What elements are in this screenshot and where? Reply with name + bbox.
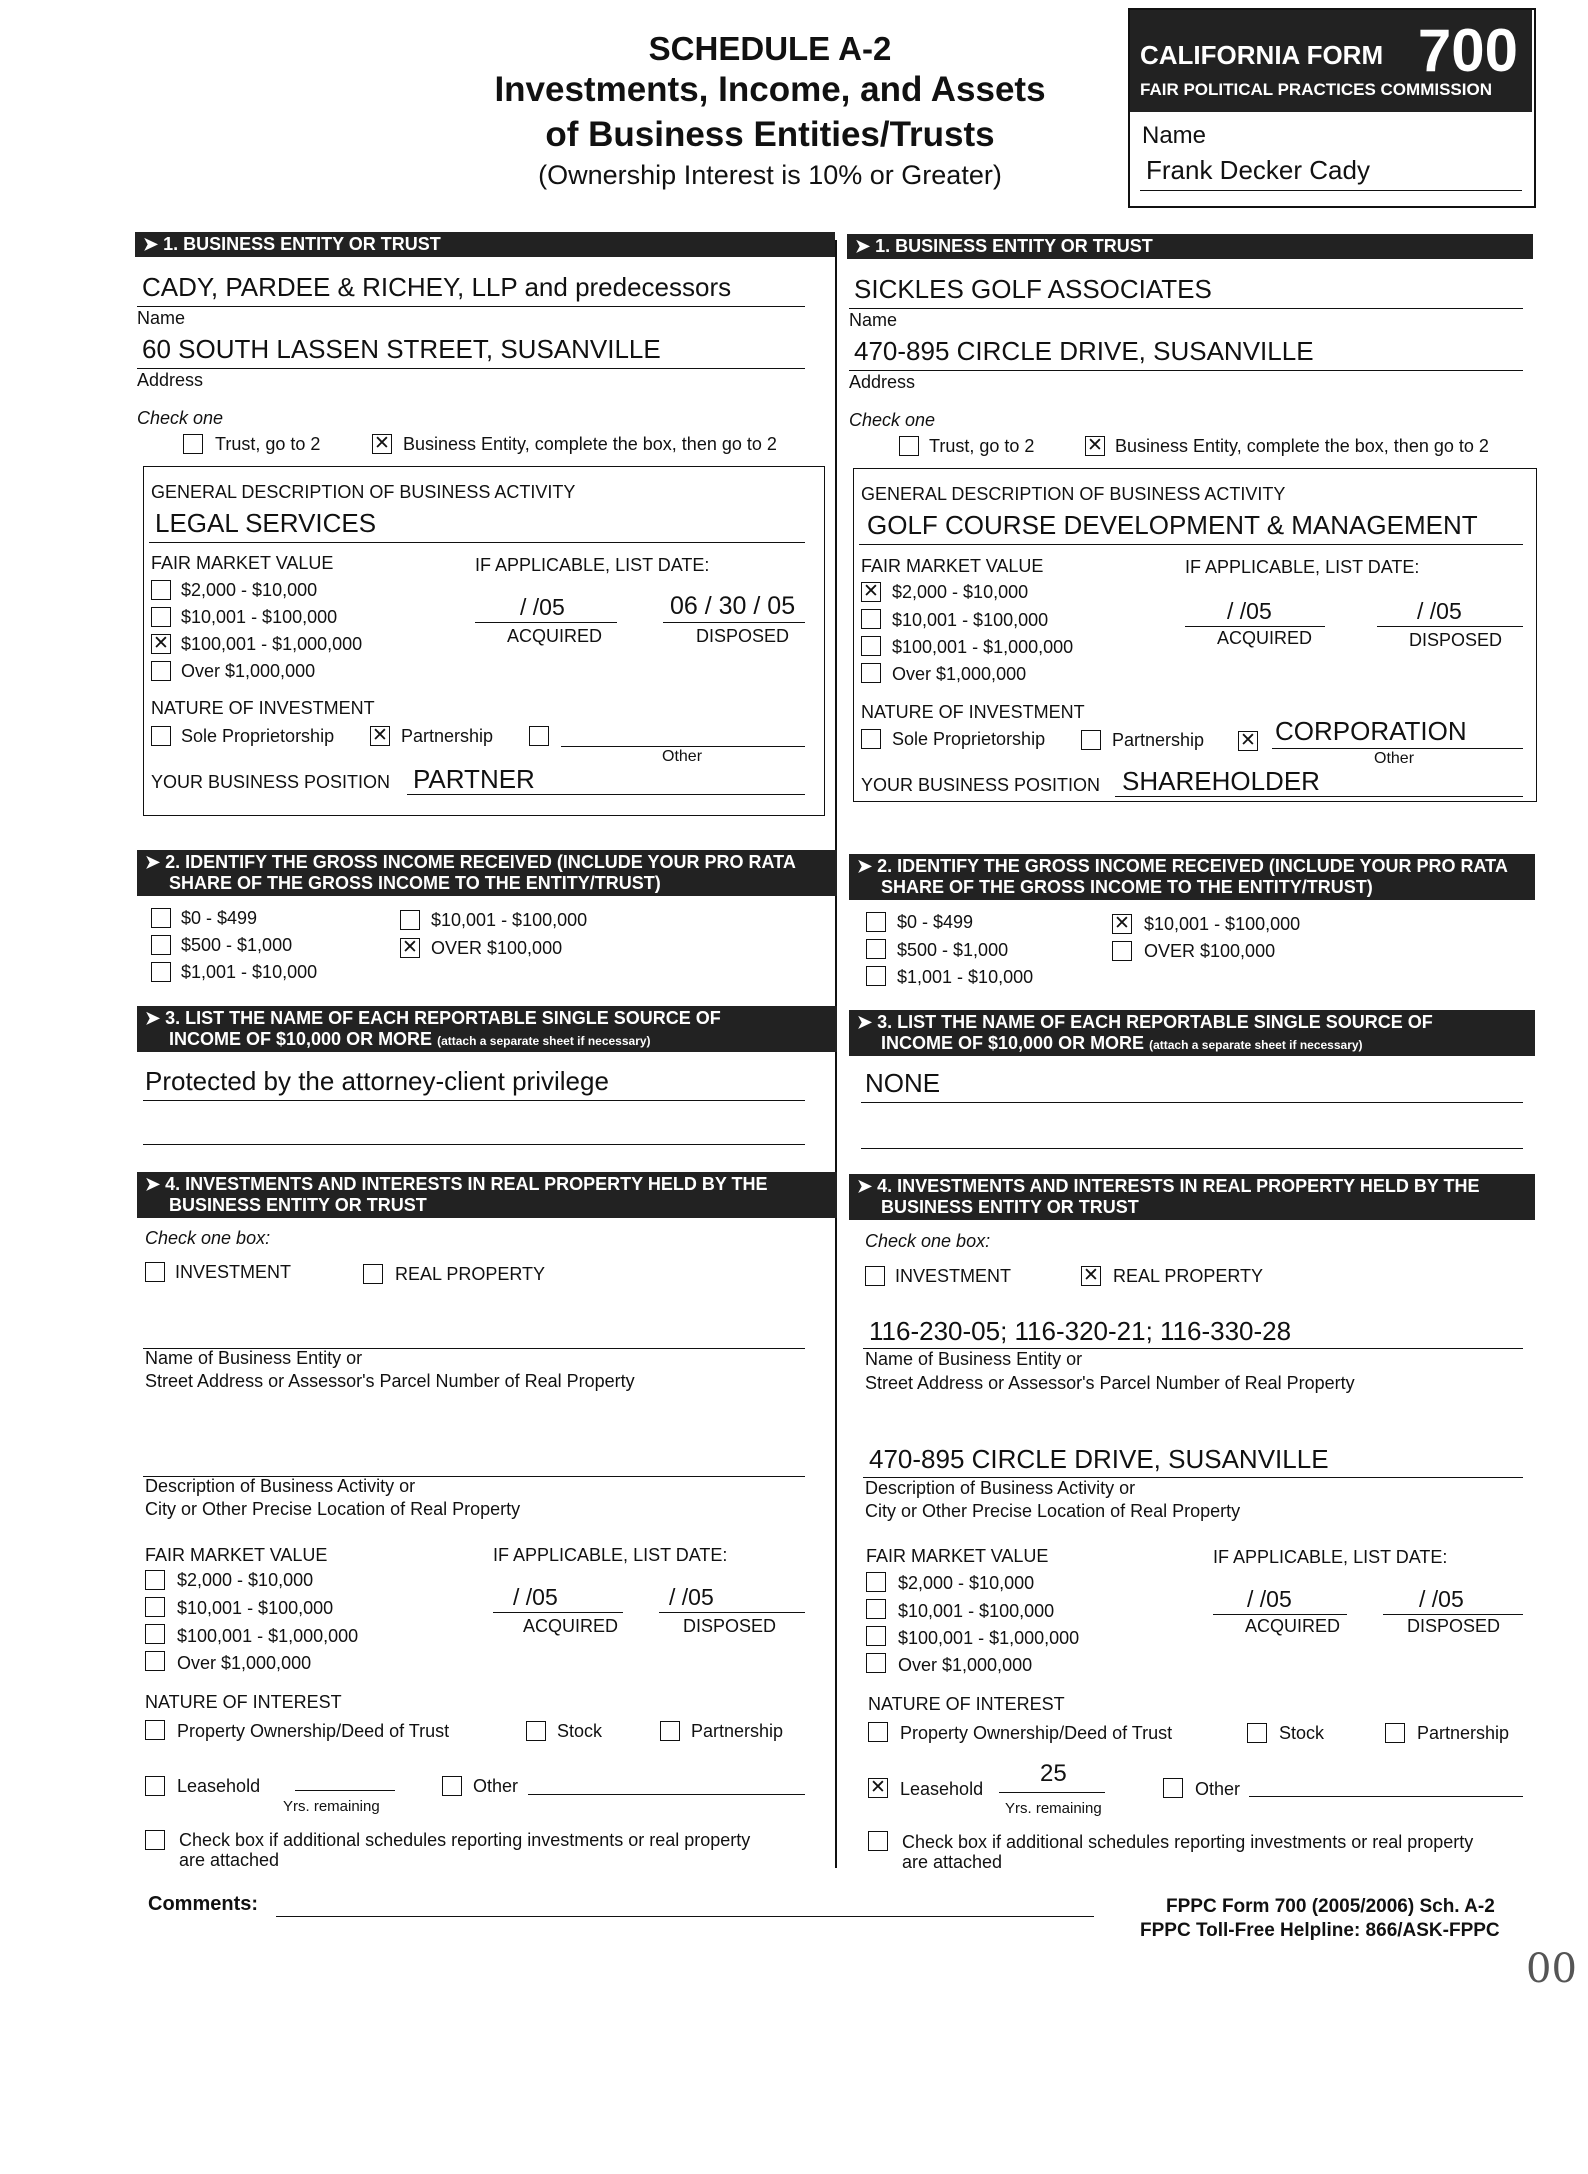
section4-title-a: 4. INVESTMENTS AND INTERESTS IN REAL PROPERTY HELD BY THE	[877, 1176, 1480, 1196]
page-number-mark: 00	[1526, 1946, 1577, 1992]
rp-name-label-2: Street Address or Assessor's Parcel Number of Real Property	[145, 1371, 635, 1391]
right-s4-disposed-underline	[1383, 1614, 1523, 1615]
left-income-over-checkbox[interactable]: ✕	[400, 938, 420, 958]
acquired-label: ACQUIRED	[1217, 628, 1313, 648]
s4-other-label: Other	[473, 1776, 519, 1796]
left-position-field[interactable]: PARTNER	[413, 764, 535, 794]
right-s4-other-underline	[1249, 1796, 1523, 1797]
left-s4-leasehold-checkbox[interactable]	[145, 1776, 165, 1796]
right-s4-other-checkbox[interactable]	[1163, 1778, 1183, 1798]
business-entity-option-label: Business Entity, complete the box, then go to 2	[1115, 436, 1489, 456]
right-s4-stock-checkbox[interactable]	[1247, 1723, 1267, 1743]
right-income-10001-checkbox[interactable]: ✕	[1112, 914, 1132, 934]
right-s4-desc-field[interactable]: 470-895 CIRCLE DRIVE, SUSANVILLE	[869, 1444, 1329, 1474]
right-business-entity-checkbox[interactable]: ✕	[1085, 436, 1105, 456]
right-position-field[interactable]: SHAREHOLDER	[1122, 766, 1320, 796]
right-income-source-underline-2	[861, 1148, 1523, 1149]
right-section3-header: ➤ 3. LIST THE NAME OF EACH REPORTABLE SINGLE SOURCE OF INCOME OF $10,000 OR MORE (attach a separate sheet if necessary)	[849, 1010, 1535, 1056]
left-s4-fmv-10001-checkbox[interactable]	[145, 1597, 165, 1617]
left-income-0-checkbox[interactable]	[151, 908, 171, 928]
s4-other-label: Other	[1195, 1779, 1241, 1799]
nature-investment-label: NATURE OF INVESTMENT	[151, 698, 375, 718]
sole-prop-label: Sole Proprietorship	[892, 729, 1046, 749]
left-acquired-date[interactable]: / /05	[520, 594, 565, 620]
income-option-2: $500 - $1,000	[181, 935, 293, 955]
left-s4-stock-checkbox[interactable]	[526, 1721, 546, 1741]
form-reference: FPPC Form 700 (2005/2006) Sch. A-2	[1166, 1896, 1495, 1917]
right-activity-underline	[859, 544, 1523, 545]
rp-desc-label-1: Description of Business Activity or	[145, 1476, 416, 1496]
name-label: Name	[849, 310, 898, 330]
left-income-1001-checkbox[interactable]	[151, 962, 171, 982]
left-s4-years-underline	[295, 1790, 395, 1791]
left-s4-fmv-over-checkbox[interactable]	[145, 1651, 165, 1671]
section2-title-a: 2. IDENTIFY THE GROSS INCOME RECEIVED (INCLUDE YOUR PRO RATA	[877, 856, 1508, 876]
right-other-underline	[1272, 748, 1523, 749]
left-partnership-checkbox[interactable]: ✕	[370, 726, 390, 746]
right-other-field[interactable]: CORPORATION	[1275, 716, 1467, 746]
right-acquired-date[interactable]: / /05	[1227, 598, 1272, 624]
property-ownership-label: Property Ownership/Deed of Trust	[177, 1721, 450, 1741]
left-s4-other-checkbox[interactable]	[442, 1776, 462, 1796]
right-disposed-underline	[1377, 626, 1523, 627]
gen-desc-label: GENERAL DESCRIPTION OF BUSINESS ACTIVITY	[861, 484, 1286, 504]
fmv-option-2: $10,001 - $100,000	[892, 610, 1049, 630]
income-option-5: OVER $100,000	[431, 938, 563, 958]
disposed-label: DISPOSED	[696, 626, 790, 646]
section1-title: 1. BUSINESS ENTITY OR TRUST	[875, 236, 1153, 256]
s4-partnership-label: Partnership	[1417, 1723, 1510, 1743]
right-section2-header: ➤ 2. IDENTIFY THE GROSS INCOME RECEIVED (INCLUDE YOUR PRO RATA SHARE OF THE GROSS INCOME TO THE ENTITY/TRUST)	[849, 854, 1535, 900]
leasehold-label: Leasehold	[177, 1776, 261, 1796]
fmv-label: FAIR MARKET VALUE	[151, 553, 334, 573]
right-s4-property-checkbox[interactable]	[868, 1722, 888, 1742]
left-fmv-100001-checkbox[interactable]: ✕	[151, 634, 171, 654]
left-income-10001-checkbox[interactable]	[400, 910, 420, 930]
partnership-label: Partnership	[1112, 730, 1205, 750]
nature-interest-label: NATURE OF INTEREST	[868, 1694, 1065, 1714]
schedule-title: SCHEDULE A-2	[648, 30, 892, 67]
s4-fmv-option-2: $10,001 - $100,000	[898, 1601, 1055, 1621]
right-income-500-checkbox[interactable]	[866, 939, 886, 959]
left-s4-real-property-checkbox[interactable]	[363, 1264, 383, 1284]
section3-title-a: 3. LIST THE NAME OF EACH REPORTABLE SINGLE SOURCE OF	[165, 1008, 721, 1028]
income-option-1: $0 - $499	[897, 912, 974, 932]
business-entity-option-label: Business Entity, complete the box, then go to 2	[403, 434, 777, 454]
rp-name-label-1: Name of Business Entity or	[865, 1349, 1083, 1369]
right-s4-fmv-100001-checkbox[interactable]	[866, 1626, 886, 1646]
list-date-label: IF APPLICABLE, LIST DATE:	[1185, 557, 1420, 577]
additional-schedules-label-1: Check box if additional schedules reporting investments or real property	[179, 1830, 751, 1850]
s4-acquired-label: ACQUIRED	[1245, 1616, 1341, 1636]
left-section1-header: ➤ 1. BUSINESS ENTITY OR TRUST	[135, 232, 835, 257]
s4-disposed-label: DISPOSED	[683, 1616, 777, 1636]
right-trust-checkbox[interactable]	[899, 436, 919, 456]
left-other-checkbox[interactable]	[529, 726, 549, 746]
nature-interest-label: NATURE OF INTEREST	[145, 1692, 342, 1712]
left-name-underline	[137, 306, 805, 307]
rp-desc-label-1: Description of Business Activity or	[865, 1478, 1136, 1498]
trust-option-label: Trust, go to 2	[215, 434, 321, 454]
left-s4-partnership-checkbox[interactable]	[660, 1721, 680, 1741]
position-label: YOUR BUSINESS POSITION	[861, 775, 1101, 795]
left-income-source-field[interactable]: Protected by the attorney-client privilege	[145, 1066, 609, 1096]
form-label: CALIFORNIA FORM	[1140, 40, 1384, 70]
right-fmv-10001-checkbox[interactable]	[861, 609, 881, 629]
form-title-line2: of Business Entities/Trusts	[545, 115, 995, 154]
right-position-underline	[1115, 796, 1523, 797]
income-option-2: $500 - $1,000	[897, 940, 1009, 960]
left-s4-fmv-2000-checkbox[interactable]	[145, 1570, 165, 1590]
nature-investment-label: NATURE OF INVESTMENT	[861, 702, 1085, 722]
left-activity-field[interactable]: LEGAL SERVICES	[155, 508, 377, 538]
income-option-3: $1,001 - $10,000	[897, 967, 1034, 987]
section4-title-b: BUSINESS ENTITY OR TRUST	[881, 1197, 1139, 1217]
other-caption: Other	[662, 748, 703, 765]
property-ownership-label: Property Ownership/Deed of Trust	[900, 1723, 1173, 1743]
investment-option-label: INVESTMENT	[895, 1266, 1012, 1286]
trust-option-label: Trust, go to 2	[929, 436, 1035, 456]
right-s4-disposed-date[interactable]: / /05	[1419, 1586, 1464, 1612]
right-entity-name-field[interactable]: SICKLES GOLF ASSOCIATES	[854, 274, 1212, 304]
right-section4-header: ➤ 4. INVESTMENTS AND INTERESTS IN REAL PROPERTY HELD BY THE BUSINESS ENTITY OR TRUST	[849, 1174, 1535, 1220]
check-one-box-label: Check one box:	[145, 1228, 271, 1248]
left-trust-checkbox[interactable]	[183, 434, 203, 454]
fmv-option-4: Over $1,000,000	[181, 661, 316, 681]
left-income-source-underline-2	[143, 1144, 805, 1145]
s4-fmv-option-4: Over $1,000,000	[898, 1655, 1033, 1675]
comments-underline[interactable]	[276, 1916, 1094, 1917]
right-s4-years-underline	[999, 1792, 1105, 1793]
section4-title-a: 4. INVESTMENTS AND INTERESTS IN REAL PROPERTY HELD BY THE	[165, 1174, 768, 1194]
right-section1-header: ➤ 1. BUSINESS ENTITY OR TRUST	[847, 234, 1533, 259]
form-id-header	[1130, 10, 1532, 112]
right-acquired-underline	[1185, 626, 1325, 627]
right-income-0-checkbox[interactable]	[866, 912, 886, 932]
filer-name-label: Name	[1142, 122, 1207, 149]
right-fmv-2000-checkbox[interactable]: ✕	[861, 582, 881, 602]
right-disposed-date[interactable]: / /05	[1417, 598, 1462, 624]
filer-name-underline	[1140, 190, 1522, 191]
income-option-5: OVER $100,000	[1144, 941, 1276, 961]
fmv-option-4: Over $1,000,000	[892, 664, 1027, 684]
check-one-box-label: Check one box:	[865, 1231, 991, 1251]
s4-fmv-option-2: $10,001 - $100,000	[177, 1598, 334, 1618]
helpline-text: FPPC Toll-Free Helpline: 866/ASK-FPPC	[1140, 1920, 1500, 1941]
left-section2-header: ➤ 2. IDENTIFY THE GROSS INCOME RECEIVED (INCLUDE YOUR PRO RATA SHARE OF THE GROSS INCOME TO THE ENTITY/TRUST)	[137, 850, 837, 896]
right-other-checkbox[interactable]: ✕	[1238, 731, 1258, 751]
left-s4-acquired-date[interactable]: / /05	[513, 1584, 558, 1610]
s4-list-date-label: IF APPLICABLE, LIST DATE:	[1213, 1547, 1448, 1567]
right-s4-partnership-checkbox[interactable]	[1385, 1723, 1405, 1743]
investment-option-label: INVESTMENT	[175, 1262, 292, 1282]
left-disposed-date[interactable]: 06 / 30 / 05	[670, 592, 796, 620]
section1-title: 1. BUSINESS ENTITY OR TRUST	[163, 234, 441, 254]
yrs-remaining-label: Yrs. remaining	[1005, 1800, 1102, 1817]
section3-title-b: INCOME OF $10,000 OR MORE	[169, 1029, 433, 1049]
leasehold-label: Leasehold	[900, 1779, 984, 1799]
name-label: Name	[137, 308, 186, 328]
form-number: 700	[1417, 17, 1518, 84]
right-s4-leasehold-checkbox[interactable]: ✕	[868, 1778, 888, 1798]
left-business-entity-checkbox[interactable]: ✕	[372, 434, 392, 454]
disposed-label: DISPOSED	[1409, 630, 1503, 650]
s4-fmv-label: FAIR MARKET VALUE	[866, 1546, 1049, 1566]
left-sole-prop-checkbox[interactable]	[151, 726, 171, 746]
right-sole-prop-checkbox[interactable]	[861, 729, 881, 749]
real-property-option-label: REAL PROPERTY	[1113, 1266, 1264, 1286]
s4-fmv-option-3: $100,001 - $1,000,000	[177, 1626, 359, 1646]
partnership-label: Partnership	[401, 726, 494, 746]
fmv-option-1: $2,000 - $10,000	[181, 580, 318, 600]
right-income-source-underline-1	[861, 1102, 1523, 1103]
income-option-4: $10,001 - $100,000	[431, 910, 588, 930]
section3-note: (attach a separate sheet if necessary)	[437, 1034, 651, 1048]
right-fmv-over-checkbox[interactable]	[861, 663, 881, 683]
form-title-line1: Investments, Income, and Assets	[494, 70, 1046, 109]
s4-fmv-option-1: $2,000 - $10,000	[177, 1570, 314, 1590]
s4-disposed-label: DISPOSED	[1407, 1616, 1501, 1636]
right-fmv-100001-checkbox[interactable]	[861, 636, 881, 656]
stock-label: Stock	[557, 1721, 603, 1741]
right-s4-years-field[interactable]: 25	[1040, 1760, 1067, 1787]
s4-partnership-label: Partnership	[691, 1721, 784, 1741]
left-acquired-underline	[475, 622, 617, 623]
left-fmv-over-checkbox[interactable]	[151, 661, 171, 681]
rp-name-label-2: Street Address or Assessor's Parcel Number of Real Property	[865, 1373, 1355, 1393]
left-s4-other-underline	[528, 1794, 805, 1795]
fmv-option-2: $10,001 - $100,000	[181, 607, 338, 627]
left-s4-additional-checkbox[interactable]	[145, 1830, 165, 1850]
right-s4-acquired-date[interactable]: / /05	[1247, 1586, 1292, 1612]
position-label: YOUR BUSINESS POSITION	[151, 772, 391, 792]
left-position-underline	[407, 794, 805, 795]
left-s4-disposed-date[interactable]: / /05	[669, 1584, 714, 1610]
additional-schedules-label-1: Check box if additional schedules reporting investments or real property	[902, 1832, 1474, 1852]
yrs-remaining-label: Yrs. remaining	[283, 1798, 380, 1815]
list-date-label: IF APPLICABLE, LIST DATE:	[475, 555, 710, 575]
sole-prop-label: Sole Proprietorship	[181, 726, 335, 746]
left-s4-disposed-underline	[659, 1612, 805, 1613]
other-caption: Other	[1374, 750, 1415, 767]
right-income-over-checkbox[interactable]	[1112, 941, 1132, 961]
rp-desc-label-2: City or Other Precise Location of Real Property	[145, 1499, 521, 1519]
income-option-3: $1,001 - $10,000	[181, 962, 318, 982]
section2-title-b: SHARE OF THE GROSS INCOME TO THE ENTITY/TRUST)	[169, 873, 661, 893]
fmv-option-3: $100,001 - $1,000,000	[892, 637, 1074, 657]
left-income-500-checkbox[interactable]	[151, 935, 171, 955]
gen-desc-label: GENERAL DESCRIPTION OF BUSINESS ACTIVITY	[151, 482, 576, 502]
section2-title-a: 2. IDENTIFY THE GROSS INCOME RECEIVED (INCLUDE YOUR PRO RATA	[165, 852, 796, 872]
check-one-label: Check one	[849, 410, 936, 430]
check-one-label: Check one	[137, 408, 224, 428]
right-s4-fmv-over-checkbox[interactable]	[866, 1653, 886, 1673]
left-s4-property-checkbox[interactable]	[145, 1720, 165, 1740]
address-label: Address	[137, 370, 204, 390]
left-other-underline	[561, 746, 805, 747]
right-address-underline	[849, 370, 1523, 371]
comments-label: Comments:	[148, 1893, 259, 1915]
section3-title-b: INCOME OF $10,000 OR MORE	[881, 1033, 1145, 1053]
right-s4-investment-checkbox[interactable]	[865, 1266, 885, 1286]
left-section3-header: ➤ 3. LIST THE NAME OF EACH REPORTABLE SINGLE SOURCE OF INCOME OF $10,000 OR MORE (attach a separate sheet if necessary)	[137, 1006, 837, 1052]
right-s4-real-property-checkbox[interactable]: ✕	[1081, 1266, 1101, 1286]
right-s4-additional-checkbox[interactable]	[868, 1831, 888, 1851]
income-option-4: $10,001 - $100,000	[1144, 914, 1301, 934]
section2-title-b: SHARE OF THE GROSS INCOME TO THE ENTITY/TRUST)	[881, 877, 1373, 897]
s4-fmv-option-4: Over $1,000,000	[177, 1653, 312, 1673]
left-section4-header: ➤ 4. INVESTMENTS AND INTERESTS IN REAL PROPERTY HELD BY THE BUSINESS ENTITY OR TRUST	[137, 1172, 837, 1218]
commission-label: FAIR POLITICAL PRACTICES COMMISSION	[1140, 80, 1492, 99]
right-income-source-field[interactable]: NONE	[865, 1068, 941, 1098]
address-label: Address	[849, 372, 916, 392]
filer-name-field[interactable]: Frank Decker Cady	[1146, 155, 1370, 185]
right-s4-fmv-2000-checkbox[interactable]	[866, 1572, 886, 1592]
left-s4-fmv-100001-checkbox[interactable]	[145, 1624, 165, 1644]
left-fmv-10001-checkbox[interactable]	[151, 607, 171, 627]
stock-label: Stock	[1279, 1723, 1325, 1743]
section3-title-a: 3. LIST THE NAME OF EACH REPORTABLE SINGLE SOURCE OF	[877, 1012, 1433, 1032]
left-disposed-underline	[663, 622, 805, 623]
rp-name-label-1: Name of Business Entity or	[145, 1348, 363, 1368]
right-address-field[interactable]: 470-895 CIRCLE DRIVE, SUSANVILLE	[854, 336, 1314, 366]
s4-acquired-label: ACQUIRED	[523, 1616, 619, 1636]
acquired-label: ACQUIRED	[507, 626, 603, 646]
income-option-1: $0 - $499	[181, 908, 258, 928]
form-subtitle: (Ownership Interest is 10% or Greater)	[538, 160, 1002, 190]
s4-fmv-label: FAIR MARKET VALUE	[145, 1545, 328, 1565]
right-activity-field[interactable]: GOLF COURSE DEVELOPMENT & MANAGEMENT	[867, 510, 1478, 540]
section3-note: (attach a separate sheet if necessary)	[1149, 1038, 1363, 1052]
left-s4-acquired-underline	[493, 1612, 623, 1613]
column-divider	[835, 240, 837, 1868]
s4-fmv-option-3: $100,001 - $1,000,000	[898, 1628, 1080, 1648]
left-address-field[interactable]: 60 SOUTH LASSEN STREET, SUSANVILLE	[142, 334, 661, 364]
additional-schedules-label-2: are attached	[902, 1852, 1003, 1872]
right-s4-acquired-underline	[1213, 1614, 1347, 1615]
fmv-label: FAIR MARKET VALUE	[861, 556, 1044, 576]
right-income-1001-checkbox[interactable]	[866, 966, 886, 986]
left-income-source-underline-1	[143, 1100, 805, 1101]
right-name-underline	[849, 308, 1523, 309]
left-entity-name-field[interactable]: CADY, PARDEE & RICHEY, LLP and predecessors	[142, 272, 732, 302]
left-fmv-2000-checkbox[interactable]	[151, 580, 171, 600]
real-property-option-label: REAL PROPERTY	[395, 1264, 546, 1284]
s4-list-date-label: IF APPLICABLE, LIST DATE:	[493, 1545, 728, 1565]
right-s4-name-field[interactable]: 116-230-05; 116-320-21; 116-330-28	[869, 1316, 1292, 1346]
section4-title-b: BUSINESS ENTITY OR TRUST	[169, 1195, 427, 1215]
fmv-option-3: $100,001 - $1,000,000	[181, 634, 363, 654]
right-partnership-checkbox[interactable]	[1081, 730, 1101, 750]
additional-schedules-label-2: are attached	[179, 1850, 280, 1870]
fmv-option-1: $2,000 - $10,000	[892, 582, 1029, 602]
right-s4-fmv-10001-checkbox[interactable]	[866, 1599, 886, 1619]
left-activity-underline	[149, 542, 805, 543]
s4-fmv-option-1: $2,000 - $10,000	[898, 1573, 1035, 1593]
left-address-underline	[137, 368, 805, 369]
left-s4-investment-checkbox[interactable]	[145, 1262, 165, 1282]
rp-desc-label-2: City or Other Precise Location of Real Property	[865, 1501, 1241, 1521]
